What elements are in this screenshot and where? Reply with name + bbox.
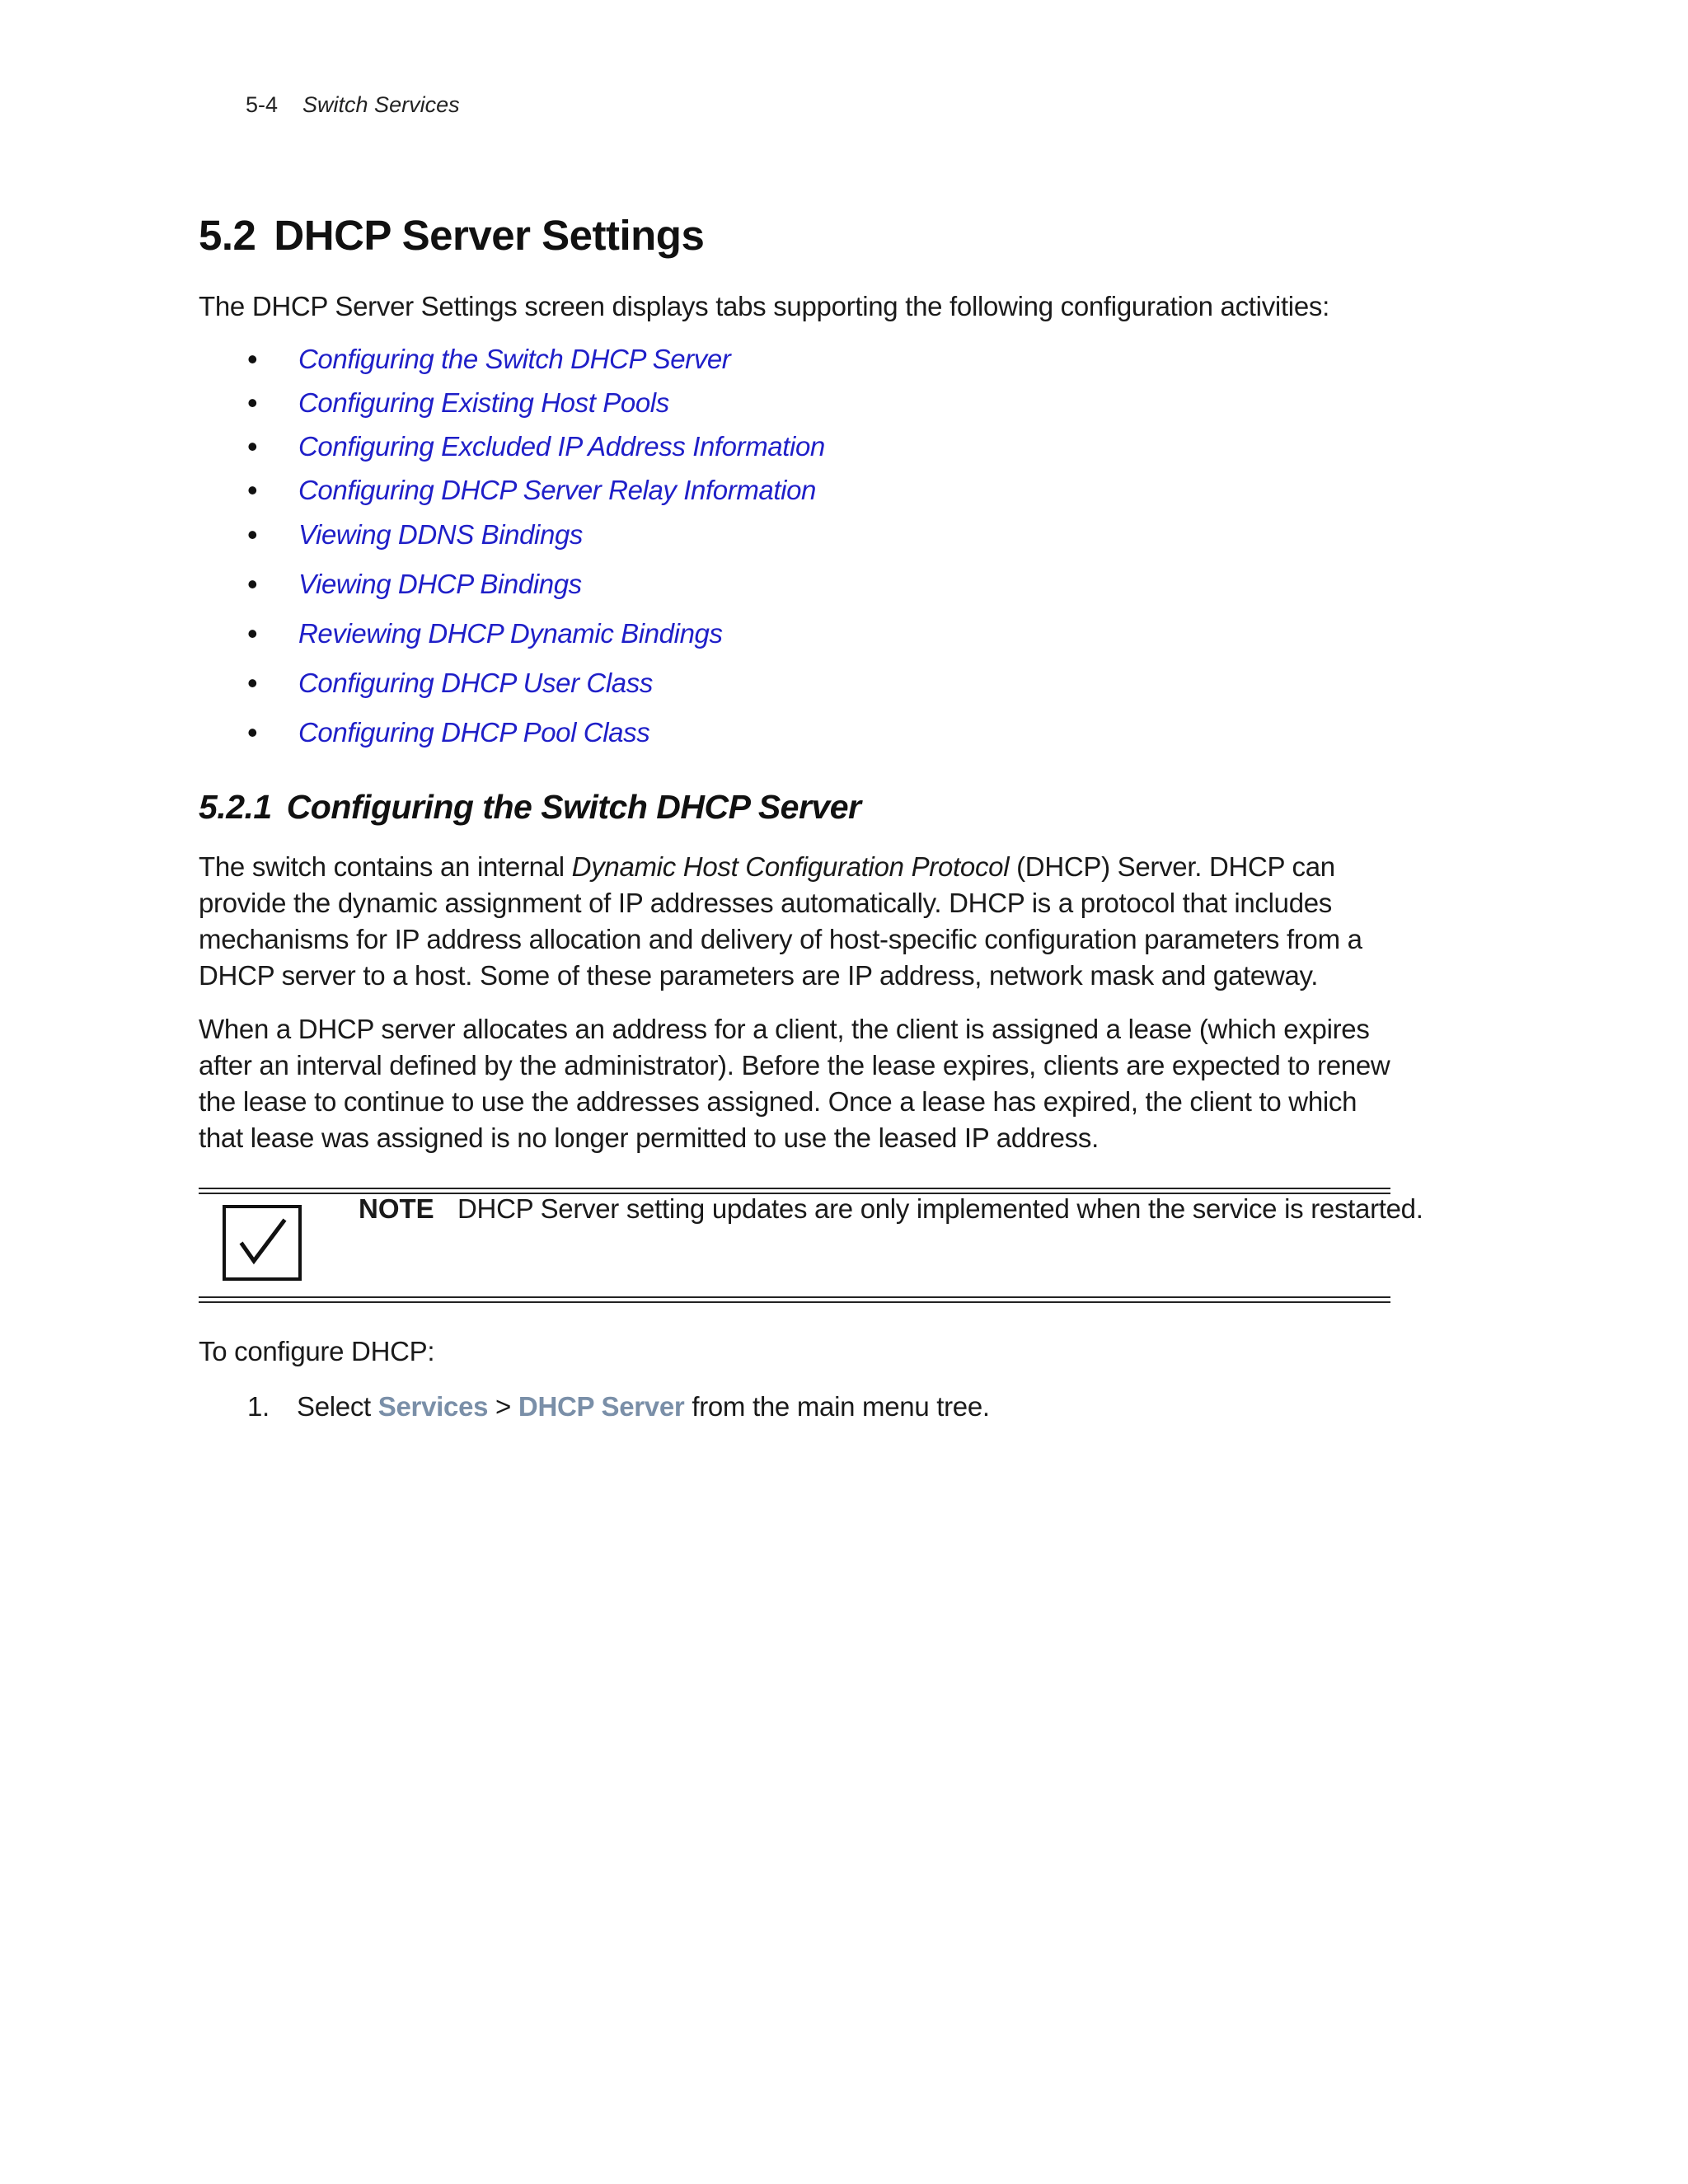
note-bottom-rule xyxy=(199,1296,1390,1298)
subsection-number: 5.2.1 xyxy=(199,788,272,826)
bullet-icon: • xyxy=(247,342,258,376)
note-bottom-rule xyxy=(199,1301,1390,1303)
chapter-title: Switch Services xyxy=(302,92,460,117)
note-text: DHCP Server setting updates are only implemented when the service is restarted. xyxy=(457,1193,1423,1224)
topic-link[interactable]: Configuring the Switch DHCP Server xyxy=(298,344,731,374)
topic-link[interactable]: Configuring DHCP User Class xyxy=(298,668,653,698)
subsection-title: Configuring the Switch DHCP Server xyxy=(286,788,861,826)
paragraph-text: (DHCP) Server. DHCP can provide the dynamic assignment of IP addresses automatically. DHCP is a protocol that includes mechanisms for IP address allocation and delivery of host-specific configuration parameters from a DHCP server to a host. Some of these parameters are IP address, network mask and gateway. xyxy=(199,851,1362,991)
checkmark-icon xyxy=(223,1205,302,1281)
emphasized-term: Dynamic Host Configuration Protocol xyxy=(571,851,1010,882)
section-number: 5.2 xyxy=(199,212,256,259)
topic-link[interactable]: Configuring DHCP Server Relay Information xyxy=(298,475,816,505)
section-intro: The DHCP Server Settings screen displays tabs supporting the following configuration activities: xyxy=(199,291,1329,321)
step-number: 1. xyxy=(247,1391,270,1422)
bullet-icon: • xyxy=(247,386,258,419)
page-number: 5-4 xyxy=(246,92,279,117)
topic-link[interactable]: Viewing DHCP Bindings xyxy=(298,569,582,599)
lease-paragraph: When a DHCP server allocates an address for a client, the client is assigned a lease (which expires after an interval defined by the administrator). Before the lease expires, clients are expected to renew the lease to continue to use the addresses assigned. Once a lease has expired, the client to which that lease was assigned is no longer permitted to use the leased IP address. xyxy=(199,1014,1390,1153)
note-top-rule xyxy=(199,1188,1390,1189)
topic-link[interactable]: Configuring DHCP Pool Class xyxy=(298,717,650,748)
menu-link-dhcp-server[interactable]: DHCP Server xyxy=(518,1391,685,1422)
bullet-icon: • xyxy=(247,518,258,551)
running-header xyxy=(246,92,460,118)
bullet-icon: • xyxy=(247,429,258,463)
topic-link[interactable]: Viewing DDNS Bindings xyxy=(298,519,583,550)
step-text: from the main menu tree. xyxy=(684,1391,990,1422)
procedure-step xyxy=(247,1389,990,1425)
dhcp-description-paragraph xyxy=(199,849,1402,994)
subsection-heading xyxy=(199,788,860,827)
bullet-icon: • xyxy=(247,666,258,700)
topic-link[interactable]: Configuring Existing Host Pools xyxy=(298,387,669,418)
menu-link-services[interactable]: Services xyxy=(377,1391,489,1422)
bullet-icon: • xyxy=(247,715,258,749)
section-heading xyxy=(199,211,704,260)
bullet-icon: • xyxy=(247,473,258,507)
step-text: Select xyxy=(297,1391,378,1422)
paragraph-text: The switch contains an internal xyxy=(199,851,572,882)
topic-link[interactable]: Configuring Excluded IP Address Information xyxy=(298,431,825,462)
menu-separator: > xyxy=(488,1391,518,1422)
procedure-intro: To configure DHCP: xyxy=(199,1336,435,1366)
note-label: NOTE xyxy=(359,1193,434,1224)
topic-link[interactable]: Reviewing DHCP Dynamic Bindings xyxy=(298,618,723,649)
bullet-icon: • xyxy=(247,616,258,650)
section-title: DHCP Server Settings xyxy=(274,212,705,259)
bullet-icon: • xyxy=(247,567,258,601)
